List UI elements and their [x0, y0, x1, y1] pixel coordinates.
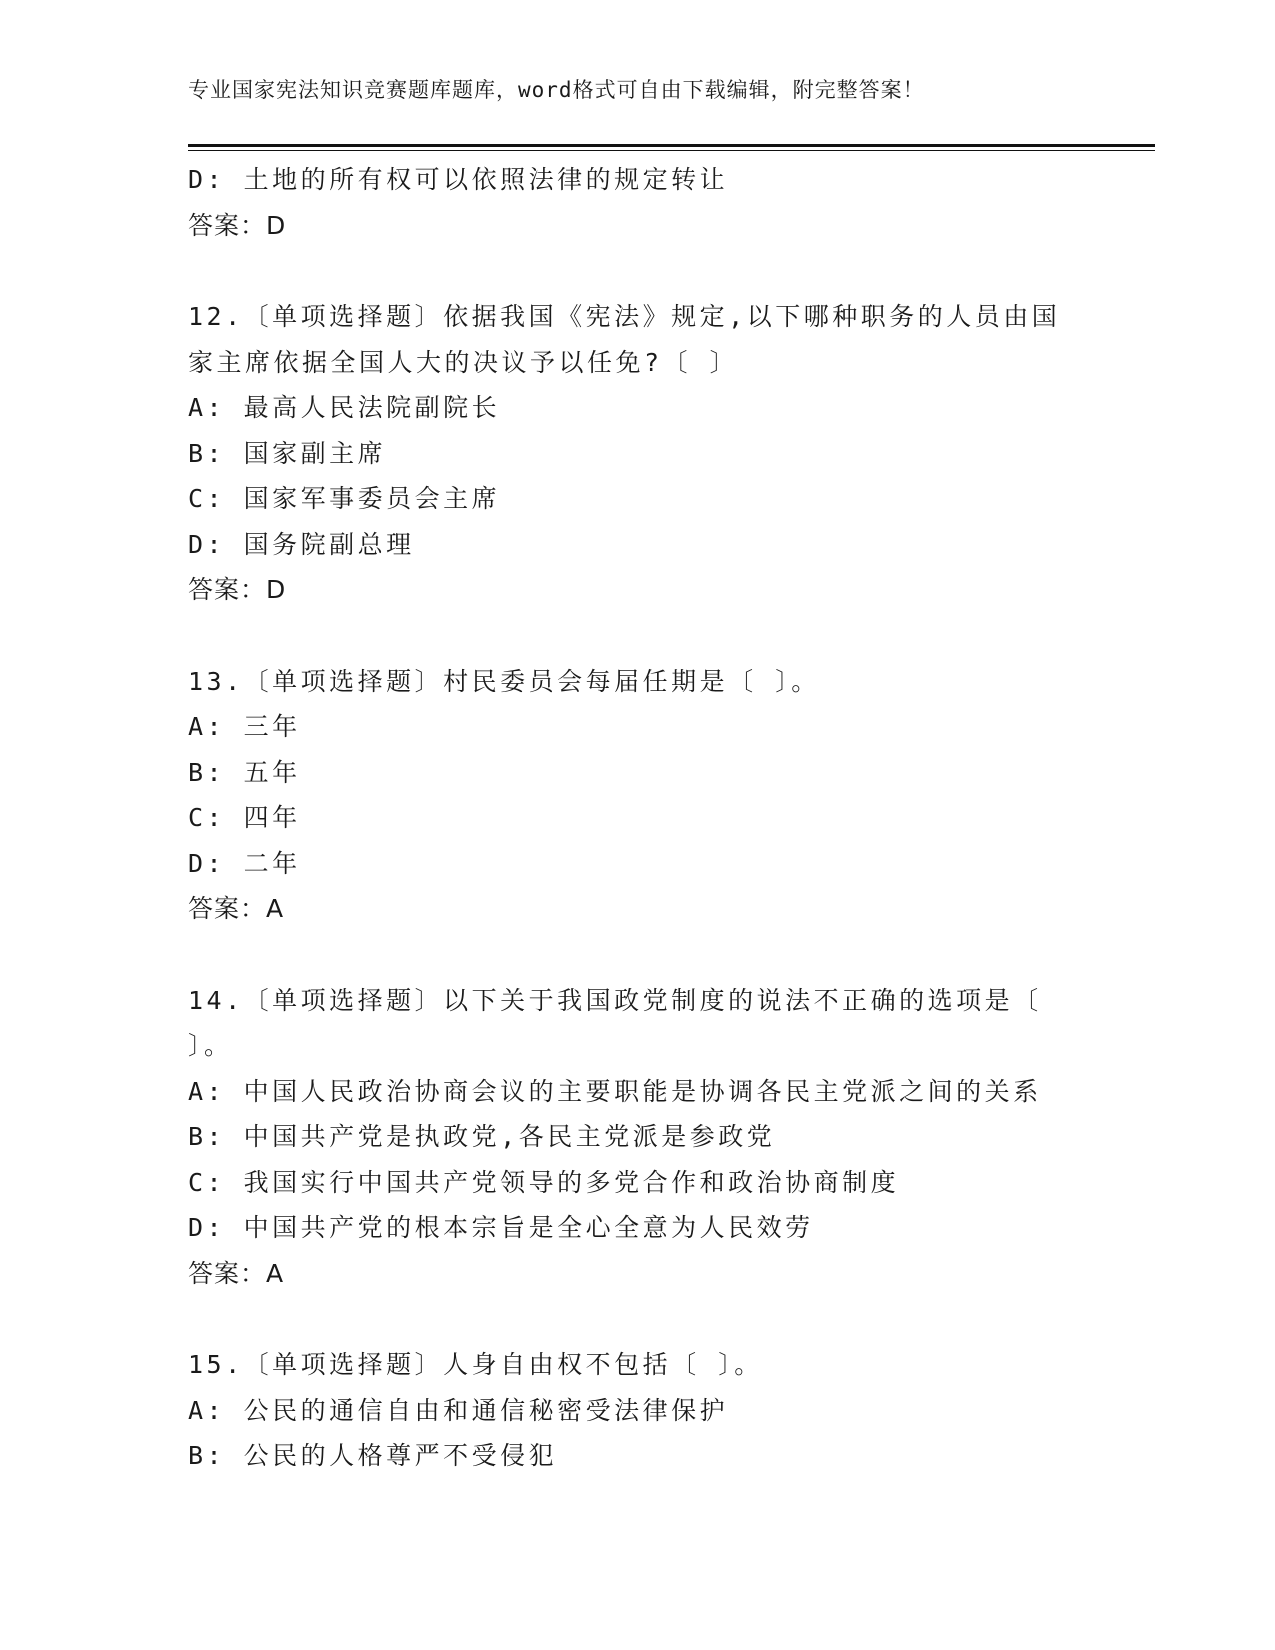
page-header: 专业国家宪法知识竞赛题库题库，word格式可自由下载编辑，附完整答案！	[188, 78, 925, 102]
option-b: B: 公民的人格尊严不受侵犯	[188, 1441, 558, 1470]
spacer	[188, 932, 1088, 978]
option-d: D: 中国共产党的根本宗旨是全心全意为人民效劳	[188, 1213, 814, 1242]
question-stem: 12.〔单项选择题〕依据我国《宪法》规定,以下哪种职务的人员由国	[188, 302, 1061, 331]
spacer	[188, 248, 1088, 294]
question-stem: 〕。	[188, 1031, 233, 1060]
header-divider-thin	[188, 150, 1155, 151]
option-d: D: 国务院副总理	[188, 529, 415, 559]
question-stem: 家主席依据全国人大的决议予以任免?〔 〕	[188, 347, 739, 377]
header-divider-thick	[188, 144, 1155, 147]
option-a: A: 公民的通信自由和通信秘密受法律保护	[188, 1395, 729, 1425]
question-stem: 13.〔单项选择题〕村民委员会每届任期是〔 〕。	[188, 666, 820, 696]
answer: 答案：A	[188, 894, 285, 923]
spacer	[188, 613, 1088, 659]
option-d: D: 土地的所有权可以依照法律的规定转让	[188, 165, 729, 194]
option-a: A: 中国人民政治协商会议的主要职能是协调各民主党派之间的关系	[188, 1076, 1042, 1106]
option-c: C: 国家军事委员会主席	[188, 484, 501, 513]
option-c: C: 四年	[188, 803, 301, 832]
option-d: D: 二年	[188, 848, 301, 878]
option-b: B: 五年	[188, 757, 301, 787]
answer: 答案：D	[188, 575, 287, 604]
question-content	[188, 157, 1088, 1479]
option-b: B: 国家副主席	[188, 438, 387, 468]
spacer	[188, 1296, 1088, 1342]
question-stem: 15.〔单项选择题〕人身自由权不包括〔 〕。	[188, 1350, 763, 1379]
question-stem: 14.〔单项选择题〕以下关于我国政党制度的说法不正确的选项是〔	[188, 985, 1042, 1015]
option-a: A: 三年	[188, 712, 301, 741]
option-a: A: 最高人民法院副院长	[188, 393, 501, 422]
answer: 答案：D	[188, 210, 287, 240]
option-c: C: 我国实行中国共产党领导的多党合作和政治协商制度	[188, 1167, 900, 1197]
option-b: B: 中国共产党是执政党,各民主党派是参政党	[188, 1122, 776, 1151]
answer: 答案：A	[188, 1258, 285, 1288]
